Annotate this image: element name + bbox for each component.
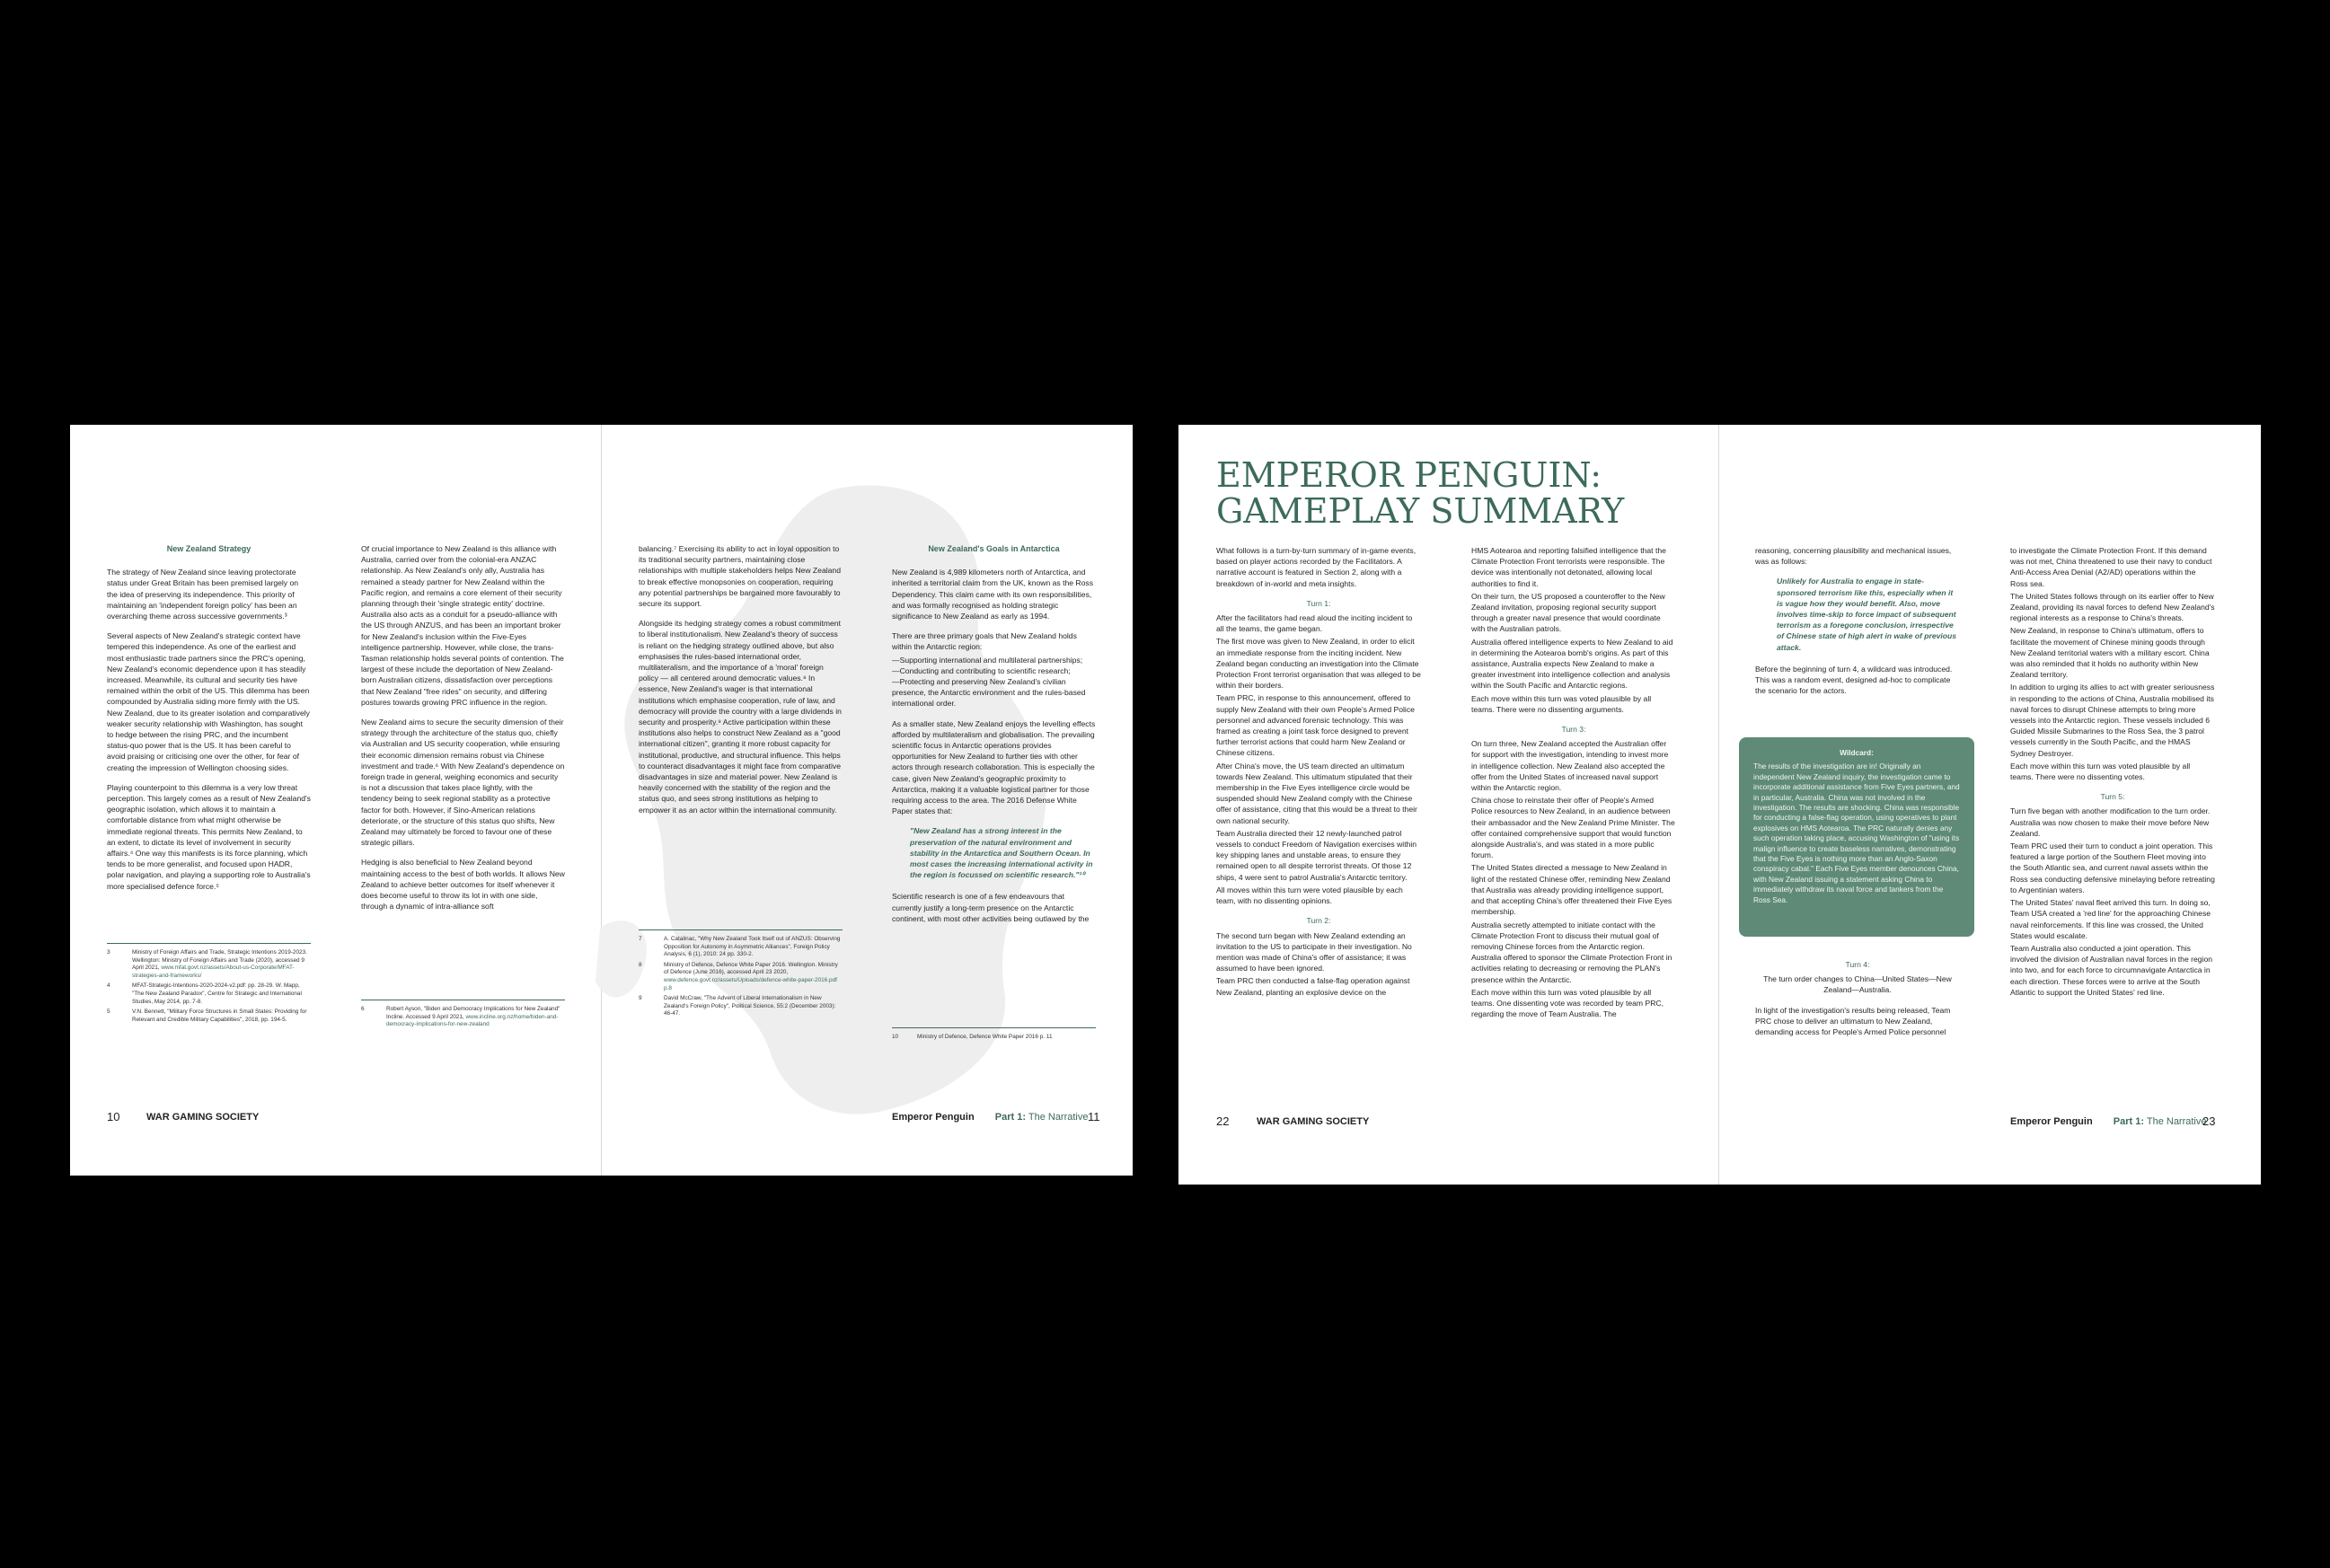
right-column-1 <box>1755 545 1960 705</box>
paragraph: Australia offered intelligence experts to New Zealand to aid in determining the Aotearoa bomb's origins. As part of this assistance, Australia expects New Zealand to make a greater investment into intelligence collection and analysis within the South Pacific and Antarctic regions. <box>1471 637 1673 691</box>
paragraph: balancing.⁷ Exercising its ability to act in loyal opposition to its traditional security partners, maintaining close relationships with multiple stakeholders helps New Zealand to break effective monopsonies on cooperation, requiring any potential partnerships be bargained more favourably to secure its support. <box>639 544 841 609</box>
page-gutter <box>1718 425 1719 1185</box>
paragraph: China chose to reinstate their offer of People's Armed Police resources to New Zealand, in an audience between their ambassador and the New Zealand Prime Minister. The offer contained comprehensive support that would function alongside Australia's, and was stated in a more public forum. <box>1471 796 1675 860</box>
footnote: 7 A. Catalinac, "Why New Zealand Took Itself out of ANZUS: Observing Opposition for Autonomy in Asymmetric Alliances", Foreign Policy Analysis, 6 (1), 2010: 24 pp. 330-2. <box>639 936 841 958</box>
paragraph: Alongside its hedging strategy comes a robust commitment to liberal institutionalism. New Zealand's theory of success is reliant on the hedging strategy outlined above, but also emphasises the rules-based international order, multilateralism, and the importance of a 'moral' foreign policy — all centered around democratic values.⁸ In essence, New Zealand's wager is that international institutions which emphasise cooperation, rule of law, and democracy will provide the country with a large dividends in security and prosperity.⁹ Active participation within these institutions also helps to construct New Zealand as a "good international citizen", granting it more robust capacity for institutional, productive, and structural influence. This helps to counteract disadvantages it might face from comparative disadvantages in size and material power. New Zealand is heavily concerned with the stability of the region and the status quo, and sees strong institutions as helping to empower it as an actor within the international community. <box>639 619 842 815</box>
pull-quote: Unlikely for Australia to engage in state-sponsored terrorism like this, especially when it is vague how they would benefit. Also, move involves time-skip to force impact of subsequent terrorism as a foregone conclusion, irrespective of Chinese state of high alert in wake of previous attack. <box>1777 577 1957 652</box>
paragraph: Several aspects of New Zealand's strategic context have tempered this independence. As one of the earliest and most enthusiastic trade partners since the PRC's opening, New Zealand's economic dependence upon it has steadily increased. Meanwhile, its cultural and security ties have remained within the orbit of the US. This dilemma has been compounded by Australia siding more firmly with the US. New Zealand, due to its greater isolation and comparatively weaker security relationship with Washington, has sought to hedge between the rising PRC, and the incumbent status-quo power that is the US. It has been careful to avoid praising or criticising one over the other, for fear of creating the impression of Wellington choosing sides. <box>107 631 310 772</box>
goal-item: —Conducting and contributing to scientific research; <box>892 665 1071 675</box>
turn-heading: Turn 1: <box>1306 598 1331 608</box>
paragraph: On turn three, New Zealand accepted the Australian offer for support with the investigation, intending to invest more in intelligence collection. New Zealand also accepted the offer from the United States of increased naval support within the Antarctic region. <box>1471 739 1669 793</box>
paragraph: Of crucial importance to New Zealand is this alliance with Australia, carried over from the colonial-era ANZAC relationship. As New Zealand's only ally, Australia has remained a steady partner for New Zealand within the Pacific region, and remains a core element of their security planning through their 'single strategic entity' doctrine. Australia also acts as a conduit for a pseudo-alliance with the US through ANZUS, and has been an important broker for New Zealand's inclusion within the Five-Eyes intelligence partnership. However, while close, the trans-Tasman relationship holds several points of contention. The largest of these include the deportation of New Zealand-born Australian citizens, dissatisfaction over perceptions that New Zealand "free rides" on security, and differing postures towards growing PRC influence in the region. <box>361 544 564 707</box>
left-column-2 <box>1471 545 1676 1028</box>
footnote: 6 Robert Ayson, "Biden and Democracy Implications for New Zealand" Incline. Accessed 9 April 2021, www.incline.org.nz/home/biden-and-democracy-implications-for-new-zealand <box>361 1006 560 1028</box>
paragraph: reasoning, concerning plausibility and mechanical issues, was as follows: <box>1755 546 1952 567</box>
footnote-link[interactable]: www.mfat.govt.nz/assets/About-us-Corporate/MFAT-strategies-and-frameworks/ <box>132 965 295 979</box>
paragraph: There are three primary goals that New Zealand holds within the Antarctic region: <box>892 631 1077 652</box>
page-number: 11 <box>1088 1110 1100 1123</box>
paragraph: Scientific research is one of a few endeavours that currently justify a long-term presence on the Antarctic continent, with most other activities being outlawed by the <box>892 892 1090 923</box>
turn-heading: Turn 2: <box>1306 916 1331 926</box>
paragraph: The United States directed a message to New Zealand in light of the restated Chinese offer, reminding New Zealand that Australia was already providing intelligence support, and that accepting China's offer threatened their Five Eyes membership. <box>1471 863 1672 917</box>
paragraph: After China's move, the US team directed an ultimatum towards New Zealand. This ultimatum stipulated that their membership in the Five Eyes intelligence circle would be suspended should New Zealand comply with the Chinese offer of assistance, citing that this would be a threat to their own national security. <box>1216 761 1417 825</box>
footnotes <box>892 1027 1096 1044</box>
paragraph: Team PRC used their turn to conduct a joint operation. This featured a large portion of the Southern Fleet moving into the South Atlantic sea, and current naval assets within the Ross sea conducting defensive minelaying before retreating to Argentinian waters. <box>2010 841 2215 894</box>
paragraph: After the facilitators had read aloud the inciting incident to all the teams, the game began. <box>1216 613 1413 634</box>
paragraph: As a smaller state, New Zealand enjoys the levelling effects afforded by multilateralism and globalisation. The prevailing scientific focus in Antarctic operations provides opportunities for New Zealand to further ties with other actors through research collaboration. This is especially the case, given New Zealand's geographic proximity to Antarctica, making it a valuable logistical partner for those requiring access to the area. The 2016 Defense White Paper states that: <box>892 718 1096 816</box>
footnotes <box>107 943 311 1026</box>
paragraph: All moves within this turn were voted plausible by each team, with no dissenting opinions. <box>1216 885 1403 906</box>
paragraph: to investigate the Climate Protection Front. If this demand was not met, China threatened to use their navy to conduct Anti-Access Area Denial (A2/AD) operations within the Ross sea. <box>2010 546 2212 588</box>
left-column-2 <box>361 543 565 921</box>
paragraph: What follows is a turn-by-turn summary of in-game events, based on player actions recorded by the Facilitators. A narrative account is featured in Section 2, along with a breakdown of in-world and meta insights. <box>1216 546 1417 588</box>
paragraph: The first move was given to New Zealand, in order to elicit an immediate response from the inciting incident. New Zealand began conducting an investigation into the Climate Protection Front terrorist organisation that was alleged to be within their borders. <box>1216 637 1421 691</box>
wildcard-title: Wildcard: <box>1840 748 1874 757</box>
right-column-2 <box>2010 545 2215 1007</box>
wildcard-box <box>1739 737 1974 937</box>
footnote: 10 Ministry of Defence, Defence White Paper 2016 p. 11 <box>892 1034 1053 1040</box>
footnote-link[interactable]: www.incline.org.nz/home/biden-and-democracy-implications-for-new-zealand <box>386 1013 559 1028</box>
paragraph: HMS Aotearoa and reporting falsified intelligence that the Climate Protection Front terrorists were responsible. The device was intentionally not detonated, allowing local authorities to find it. <box>1471 546 1666 588</box>
page-number: 23 <box>2202 1114 2216 1128</box>
paragraph: Each move within this turn was voted plausible by all teams. There were no dissenting arguments. <box>1471 693 1652 714</box>
right-column-1-continued <box>1755 959 1960 1046</box>
paragraph: On their turn, the US proposed a counteroffer to the New Zealand invitation, proposing regional security support through a greater naval presence that would coordinate with the Australian patrols. <box>1471 591 1665 634</box>
running-head: WAR GAMING SOCIETY <box>146 1112 260 1123</box>
paragraph: In light of the investigation's results being released, Team PRC chose to deliver an ultimatum to New Zealand, demanding access for People's Armed Police personnel <box>1755 1005 1951 1037</box>
turn-heading: Turn 4: <box>1845 960 1870 969</box>
footnote: 4 MFAT-Strategic-Intentions-2020-2024-v2.pdf: pp. 28-29. W. Mapp, "The New Zealand Paradox", Centre for Strategic and International Studies, May 2014, pp. 7-8. <box>107 982 302 1005</box>
turn-heading: Turn 3: <box>1561 725 1586 735</box>
paragraph: The second turn began with New Zealand extending an invitation to the US to participate in their investigation. No mention was made of China's offer of assistance; it was assumed to have been ignored. <box>1216 930 1412 973</box>
left-column-1 <box>1216 545 1421 1007</box>
running-head: WAR GAMING SOCIETY <box>1257 1116 1370 1127</box>
footnote: 9 David McCraw, "The Advent of Liberal Internationalism in New Zealand's Foreign Policy", Political Science, 55:2 (December 2003): 46-47. <box>639 995 836 1017</box>
running-head-right: Emperor Penguin Part 1: The Narrative <box>2010 1116 2207 1127</box>
wildcard-text: The results of the investigation are in! Originally an independent New Zealand inquiry, the investigation came to incorporate additional assistance from Five Eyes partners, and in particular, Australia. China was not involved in the investigation. The results are shocking. China was responsible for conducting a false-flag operation, using operatives to plant explosives on HMS Aotearoa. The PRC naturally denies any such operation taking place, accusing Washington of "using its malign influence to create baseless narratives, demonstrating that the Five Eyes is nothing more than an Anglo-Saxon conspiracy cabal." Each Five Eyes member denounces China, with New Zealand issuing a statement asking China to immediately withdraw its naval force and tankers from the Ross Sea. <box>1753 762 1960 904</box>
paragraph: Team PRC, in response to this announcement, offered to supply New Zealand with their own People's Armed Police personnel and advanced forensic technology. This was framed as creating a joint task force designed to prevent further terrorist actions that could harm New Zealand or Chinese citizens. <box>1216 693 1415 758</box>
turn-heading: Turn 5: <box>2100 792 2125 802</box>
paragraph: New Zealand aims to secure the security dimension of their strategy through the architecture of the status quo, chiefly via Australian and US security cooperation, while ensuring their economic dimension remains robust via Chinese investment and trade.⁶ With New Zealand's dependence on foreign trade in general, weighing economics and security is not a discussion that takes place lightly, with the tendency being to seek regional stability as a protective factor for both. However, if Sino-American relations deteriorate, or the structure of this status quo shifts, New Zealand may ultimately be forced to favour one of these strategic pillars. <box>361 718 565 848</box>
paragraph: The United States' naval fleet arrived this turn. In doing so, Team USA created a 'red line' for the approaching Chinese naval reinforcements. If this line was crossed, the United States would escalate. <box>2010 898 2211 940</box>
paragraph: The turn order changes to China—United States—New Zealand—Australia. <box>1763 974 1952 995</box>
paragraph: Each move within this turn was voted plausible by all teams. One dissenting vote was recorded by team PRC, regarding the move of Team Australia. The <box>1471 987 1664 1019</box>
goal-item: —Protecting and preserving New Zealand's civilian presence, the Antarctic environment and the rules-based international order. <box>892 677 1086 709</box>
paragraph: New Zealand, in response to China's ultimatum, offers to facilitate the movement of Chinese mining goods through New Zealand territorial waters with a military escort. China was also reminded that it holds no authority within New Zealand territory. <box>2010 626 2210 680</box>
footnote: 3 Ministry of Foreign Affairs and Trade, Strategic Intentions 2019-2023. Wellington: Ministry of Foreign Affairs and Trade (2020), accessed 9 April 2021, www.mfat.govt.nz/assets/About-us-Corporate/MFAT-strategies-and-frameworks/ <box>107 949 307 979</box>
left-column-1 <box>107 543 311 901</box>
paragraph: Team Australia also conducted a joint operation. This involved the division of Australian naval forces in the region into two, and for each force to circumnavigate Antarctica in each direction. These forces were to arrive at the South Atlantic to support the United States' red line. <box>2010 943 2213 997</box>
paragraph: Team PRC then conducted a false-flag operation against New Zealand, planting an explosive device on the <box>1216 976 1410 997</box>
paragraph: In addition to urging its allies to act with greater seriousness in responding to the actions of China, Australia mobilised its naval forces to disrupt Chinese attempts to bring more vessels into the Antarctic region. These vessels included 6 Guided Missile Submarines to the Ross Sea, the 3 patrol vessels currently in the South Pacific, and the HMAS Sydney Destroyer. <box>2010 683 2215 758</box>
footnote: 5 V.N. Bennett, "Military Force Structures in Small States: Providing for Relevant and Credible Military Capabilities", 2018, pp. 194-5. <box>107 1009 307 1023</box>
spread-narrative <box>70 425 1133 1176</box>
paragraph: Australia secretly attempted to initiate contact with the Climate Protection Front to discuss their mutual goal of removing Chinese forces from the Antarctic region. Australia offered to sponsor the Climate Protection Front in activities relating to decreasing or removing the PLAN's presence within the Antarctic. <box>1471 920 1672 984</box>
page-number: 22 <box>1216 1114 1230 1128</box>
paragraph: The United States follows through on its earlier offer to New Zealand, providing its naval forces to defend New Zealand's regional interests as a response to China's threats. <box>2010 591 2215 623</box>
goal-item: —Supporting international and multilateral partnerships; <box>892 655 1083 665</box>
paragraph: The strategy of New Zealand since leaving protectorate status under Great Britain has been premised largely on the idea of preserving its independence. This priority of maintaining an 'independent foreign policy' has been an overarching theme across successive governments.³ <box>107 568 299 621</box>
spread-gameplay-summary <box>1178 425 2261 1185</box>
paragraph: Hedging is also beneficial to New Zealand beyond maintaining access to the best of both worlds. It allows New Zealand to achieve better outcomes for itself whenever it does become useful to throw its lot in with one side, through a dynamic of intra-alliance soft <box>361 858 565 912</box>
right-column-1 <box>639 543 843 824</box>
running-head-right: Emperor Penguin Part 1: The Narrative <box>892 1112 1089 1123</box>
paragraph: Team Australia directed their 12 newly-launched patrol vessels to conduct Freedom of Navigation exercises within key shipping lanes and unstable areas, to ensure they remained open to all despite terrorist threats. Of those 12 ships, 4 were sent to patrol Australia's Antarctic territory. <box>1216 828 1417 882</box>
footnotes <box>639 929 843 1021</box>
paragraph: New Zealand is 4,989 kilometers north of Antarctica, and inherited a territorial claim from the UK, known as the Ross Dependency. This claim came with its own responsibilities, and was formally recognised as holding strategic significance to New Zealand as early as 1994. <box>892 568 1094 621</box>
section-heading: New Zealand's Goals in Antarctica <box>928 544 1060 553</box>
page-number: 10 <box>107 1110 120 1123</box>
paragraph: Before the beginning of turn 4, a wildcard was introduced. This was a random event, designed ad-hoc to complicate the scenario for the actors. <box>1755 664 1953 696</box>
paragraph: Each move within this turn was voted plausible by all teams. There were no dissenting votes. <box>2010 761 2191 782</box>
footnote-link[interactable]: www.defence.govt.nz/assets/Uploads/defence-white-paper-2016.pdf p.8 <box>664 976 837 991</box>
paragraph: Turn five began with another modification to the turn order. Australia was now chosen to make their move before New Zealand. <box>2010 806 2211 838</box>
right-column-2 <box>892 543 1096 933</box>
pull-quote: "New Zealand has a strong interest in the preservation of the natural environment and stability in the Antarctica and Southern Ocean. In most cases the increasing international activity in the region is focussed on scientific research."¹⁰ <box>910 826 1093 880</box>
paragraph: Playing counterpoint to this dilemma is a very low threat perception. This largely comes as a result of New Zealand's geographic isolation, which allows it to maintain a comfortable distance from what might otherwise be immediate regional threats. This permits New Zealand, to an extent, to dictate its level of involvement in security affairs.⁴ One way this manifests is its force planning, which tends to be more generalist, and focused upon HADR, polar navigation, and playing a supporting role to Australia's more specialised defence force.⁵ <box>107 782 311 891</box>
footnotes <box>361 1000 565 1032</box>
page-title: EMPEROR PENGUIN: GAMEPLAY SUMMARY <box>1216 455 1625 531</box>
section-heading: New Zealand Strategy <box>166 544 252 553</box>
footnote: 8 Ministry of Defence, Defence White Paper 2016. Wellington. Ministry of Defence (June 2016), accessed April 23 2020, www.defence.govt.nz/assets/Uploads/defence-white-paper-2016.pdf p.8 <box>639 961 838 991</box>
